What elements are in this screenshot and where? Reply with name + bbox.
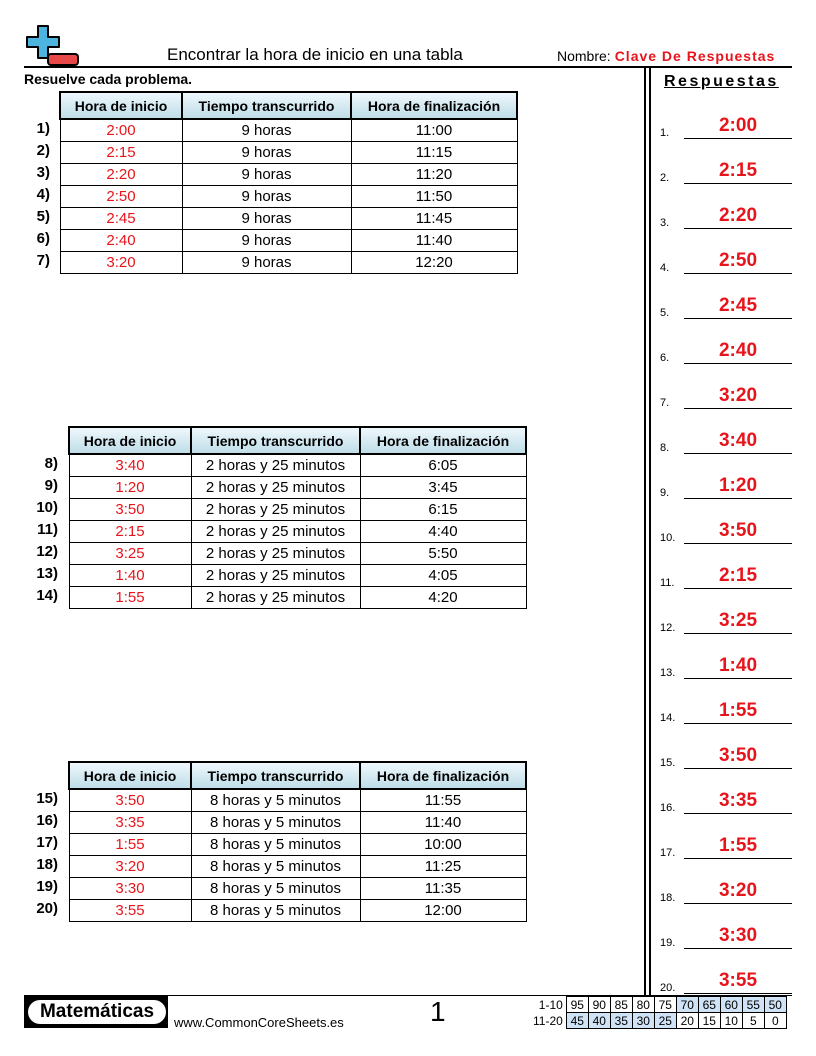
answer-number: 3. [660, 217, 670, 229]
answer-number: 10. [660, 532, 676, 544]
answer-item [660, 199, 792, 229]
table-row [69, 899, 526, 921]
answer-item [660, 829, 792, 859]
problem-numbers [24, 453, 58, 607]
col-header-elapsed: Tiempo transcurrido [191, 762, 360, 789]
answer-line [684, 948, 792, 949]
start-time: 3:20 [60, 251, 182, 273]
table-row [69, 564, 526, 586]
answer-line [684, 183, 792, 184]
elapsed-time: 2 horas y 25 minutos [191, 454, 360, 476]
problem-number: 5) [36, 208, 50, 225]
answer-number: 4. [660, 262, 670, 274]
answer-item [660, 244, 792, 274]
answer-value: 2:40 [718, 340, 758, 361]
table-row [69, 476, 526, 498]
elapsed-time: 9 horas [182, 207, 351, 229]
score-cell: 85 [610, 997, 632, 1013]
answer-value: 3:55 [718, 970, 758, 991]
table-row [69, 520, 526, 542]
end-time: 12:00 [360, 899, 526, 921]
answer-line [684, 678, 792, 679]
start-time: 3:35 [69, 811, 191, 833]
start-time: 1:55 [69, 833, 191, 855]
score-cell: 10 [720, 1013, 742, 1029]
elapsed-time: 2 horas y 25 minutos [191, 586, 360, 608]
answer-number: 17. [660, 847, 676, 859]
score-cell: 35 [610, 1013, 632, 1029]
name-label: Nombre: [557, 48, 611, 64]
answer-value: 3:25 [718, 610, 758, 631]
answer-item [660, 874, 792, 904]
problems-table-3 [68, 761, 527, 922]
answer-value: 3:50 [718, 745, 758, 766]
answer-column-divider [644, 67, 646, 997]
score-cell: 45 [566, 1013, 588, 1029]
answers-title: Respuestas [664, 73, 779, 90]
answer-item [660, 109, 792, 139]
problem-number: 1) [36, 120, 50, 137]
start-time: 2:40 [60, 229, 182, 251]
answer-item [660, 739, 792, 769]
end-time: 11:00 [351, 119, 517, 141]
start-time: 3:20 [69, 855, 191, 877]
answer-number: 1. [660, 127, 670, 139]
answer-value: 3:20 [718, 880, 758, 901]
start-time: 2:20 [60, 163, 182, 185]
worksheet-title: Encontrar la hora de inicio en una tabla [167, 45, 463, 64]
answer-line [684, 498, 792, 499]
score-row [530, 1013, 786, 1029]
answer-value: 2:50 [718, 250, 758, 271]
start-time: 1:55 [69, 586, 191, 608]
answer-line [684, 993, 792, 994]
answer-item [660, 334, 792, 364]
score-cell: 70 [676, 997, 698, 1013]
problem-number: 12) [36, 543, 58, 560]
end-time: 11:50 [351, 185, 517, 207]
score-cell: 65 [698, 997, 720, 1013]
end-time: 11:55 [360, 789, 526, 811]
answer-value: 1:20 [718, 475, 758, 496]
end-time: 11:45 [351, 207, 517, 229]
problem-number: 10) [36, 499, 58, 516]
answer-item [660, 784, 792, 814]
problem-number: 2) [36, 142, 50, 159]
answer-number: 5. [660, 307, 670, 319]
instructions: Resuelve cada problema. [24, 71, 193, 87]
score-cell: 0 [764, 1013, 786, 1029]
problem-number: 3) [36, 164, 50, 181]
answer-item [660, 604, 792, 634]
problem-number: 20) [36, 900, 58, 917]
score-row-label: 11-20 [533, 1013, 563, 1028]
start-time: 3:50 [69, 498, 191, 520]
elapsed-time: 9 horas [182, 119, 351, 141]
problem-number: 14) [36, 587, 58, 604]
score-cell: 25 [654, 1013, 676, 1029]
answer-line [684, 453, 792, 454]
page-number: 1 [430, 996, 446, 1027]
col-header-start: Hora de inicio [69, 762, 191, 789]
elapsed-time: 9 horas [182, 141, 351, 163]
elapsed-time: 2 horas y 25 minutos [191, 520, 360, 542]
answer-line [684, 228, 792, 229]
table-row [60, 251, 517, 273]
answer-item [660, 469, 792, 499]
col-header-elapsed: Tiempo transcurrido [182, 92, 351, 119]
elapsed-time: 2 horas y 25 minutos [191, 498, 360, 520]
elapsed-time: 8 horas y 5 minutos [191, 811, 360, 833]
answer-number: 18. [660, 892, 676, 904]
answer-number: 12. [660, 622, 676, 634]
problem-number: 7) [36, 252, 50, 269]
table-header-row [69, 427, 526, 454]
answer-value: 3:35 [718, 790, 758, 811]
answer-item [660, 694, 792, 724]
start-time: 2:15 [69, 520, 191, 542]
start-time: 1:40 [69, 564, 191, 586]
site-url: www.CommonCoreSheets.es [174, 1015, 344, 1030]
elapsed-time: 8 horas y 5 minutos [191, 789, 360, 811]
answer-line [684, 408, 792, 409]
problem-number: 17) [36, 834, 58, 851]
answer-line [684, 588, 792, 589]
answer-number: 16. [660, 802, 676, 814]
problem-number: 8) [44, 455, 58, 472]
table-row [69, 877, 526, 899]
answer-item [660, 514, 792, 544]
problem-number: 19) [36, 878, 58, 895]
table-row [60, 163, 517, 185]
table-row [60, 141, 517, 163]
score-cell: 30 [632, 1013, 654, 1029]
table-header-row [69, 762, 526, 789]
table-row [69, 498, 526, 520]
col-header-end: Hora de finalización [360, 762, 526, 789]
end-time: 6:15 [360, 498, 526, 520]
problem-numbers [24, 118, 50, 272]
table-row [69, 454, 526, 476]
answer-line [684, 138, 792, 139]
elapsed-time: 2 horas y 25 minutos [191, 564, 360, 586]
start-time: 3:30 [69, 877, 191, 899]
table-row [69, 542, 526, 564]
table-header-row [60, 92, 517, 119]
name-field [557, 48, 775, 64]
score-row [530, 997, 786, 1013]
answer-column-divider [649, 67, 651, 997]
score-cell: 5 [742, 1013, 764, 1029]
end-time: 11:40 [351, 229, 517, 251]
col-header-end: Hora de finalización [360, 427, 526, 454]
answer-line [684, 768, 792, 769]
answer-item [660, 964, 792, 994]
start-time: 3:50 [69, 789, 191, 811]
answer-line [684, 543, 792, 544]
answer-value: 3:20 [718, 385, 758, 406]
problem-number: 18) [36, 856, 58, 873]
answer-number: 2. [660, 172, 670, 184]
start-time: 2:00 [60, 119, 182, 141]
score-table [530, 996, 787, 1029]
score-cell: 55 [742, 997, 764, 1013]
answer-value: 3:40 [718, 430, 758, 451]
answer-value: 2:45 [718, 295, 758, 316]
end-time: 11:35 [360, 877, 526, 899]
problems-table-2 [68, 426, 527, 609]
score-cell: 60 [720, 997, 742, 1013]
answer-number: 7. [660, 397, 670, 409]
end-time: 5:50 [360, 542, 526, 564]
elapsed-time: 9 horas [182, 229, 351, 251]
answer-line [684, 813, 792, 814]
start-time: 2:15 [60, 141, 182, 163]
elapsed-time: 8 horas y 5 minutos [191, 833, 360, 855]
answer-line [684, 318, 792, 319]
start-time: 3:25 [69, 542, 191, 564]
answer-item [660, 649, 792, 679]
table-row [60, 207, 517, 229]
answer-value: 3:50 [718, 520, 758, 541]
table-row [60, 119, 517, 141]
elapsed-time: 2 horas y 25 minutos [191, 476, 360, 498]
answer-number: 9. [660, 487, 670, 499]
end-time: 11:20 [351, 163, 517, 185]
col-header-elapsed: Tiempo transcurrido [191, 427, 360, 454]
end-time: 4:20 [360, 586, 526, 608]
elapsed-time: 8 horas y 5 minutos [191, 855, 360, 877]
answer-line [684, 633, 792, 634]
table-row [69, 811, 526, 833]
answer-item [660, 154, 792, 184]
score-cell: 90 [588, 997, 610, 1013]
answer-value: 1:55 [718, 835, 758, 856]
col-header-end: Hora de finalización [351, 92, 517, 119]
score-cell: 95 [566, 997, 588, 1013]
answer-value: 2:15 [718, 565, 758, 586]
end-time: 11:15 [351, 141, 517, 163]
problems-table-1 [59, 91, 518, 274]
answer-item [660, 559, 792, 589]
answer-number: 20. [660, 982, 676, 994]
table-row [69, 855, 526, 877]
end-time: 4:05 [360, 564, 526, 586]
elapsed-time: 9 horas [182, 163, 351, 185]
answer-number: 13. [660, 667, 676, 679]
elapsed-time: 9 horas [182, 251, 351, 273]
elapsed-time: 8 horas y 5 minutos [191, 877, 360, 899]
problem-number: 11) [37, 521, 58, 538]
col-header-start: Hora de inicio [60, 92, 182, 119]
answer-number: 6. [660, 352, 670, 364]
answer-item [660, 379, 792, 409]
table-row [69, 789, 526, 811]
score-cell: 40 [588, 1013, 610, 1029]
answer-item [660, 424, 792, 454]
end-time: 3:45 [360, 476, 526, 498]
answer-number: 19. [660, 937, 676, 949]
answer-value: 1:55 [718, 700, 758, 721]
elapsed-time: 8 horas y 5 minutos [191, 899, 360, 921]
elapsed-time: 2 horas y 25 minutos [191, 542, 360, 564]
score-cell: 75 [654, 997, 676, 1013]
score-cell: 80 [632, 997, 654, 1013]
answer-value: 1:40 [718, 655, 758, 676]
answer-item [660, 919, 792, 949]
end-time: 4:40 [360, 520, 526, 542]
answer-value: 3:30 [718, 925, 758, 946]
answer-value: 2:20 [718, 205, 758, 226]
table-row [69, 833, 526, 855]
problem-numbers [24, 788, 58, 920]
table-row [69, 586, 526, 608]
header-divider [24, 66, 792, 68]
score-cell: 20 [676, 1013, 698, 1029]
table-row [60, 229, 517, 251]
answer-line [684, 858, 792, 859]
start-time: 1:20 [69, 476, 191, 498]
answer-line [684, 723, 792, 724]
start-time: 3:55 [69, 899, 191, 921]
problem-number: 15) [36, 790, 58, 807]
answer-line [684, 363, 792, 364]
score-row-label: 1-10 [538, 997, 563, 1012]
col-header-start: Hora de inicio [69, 427, 191, 454]
problem-number: 6) [36, 230, 50, 247]
answer-line [684, 903, 792, 904]
score-cell: 15 [698, 1013, 720, 1029]
problem-number: 16) [36, 812, 58, 829]
brand-label: Matemáticas [28, 1000, 166, 1024]
plus-minus-logo-icon [24, 24, 80, 68]
start-time: 2:45 [60, 207, 182, 229]
problem-number: 4) [36, 186, 50, 203]
elapsed-time: 9 horas [182, 185, 351, 207]
table-row [60, 185, 517, 207]
answer-number: 14. [660, 712, 676, 724]
name-value: Clave De Respuestas [614, 48, 776, 64]
score-cell: 50 [764, 997, 786, 1013]
answer-number: 11. [660, 577, 675, 589]
start-time: 3:40 [69, 454, 191, 476]
answer-value: 2:15 [718, 160, 758, 181]
answer-number: 8. [660, 442, 670, 454]
answer-value: 2:00 [718, 115, 758, 136]
end-time: 11:40 [360, 811, 526, 833]
problem-number: 13) [36, 565, 58, 582]
start-time: 2:50 [60, 185, 182, 207]
problem-number: 9) [44, 477, 58, 494]
answer-item [660, 289, 792, 319]
end-time: 6:05 [360, 454, 526, 476]
brand-badge [24, 996, 168, 1028]
end-time: 12:20 [351, 251, 517, 273]
end-time: 11:25 [360, 855, 526, 877]
answer-number: 15. [660, 757, 676, 769]
answer-line [684, 273, 792, 274]
end-time: 10:00 [360, 833, 526, 855]
